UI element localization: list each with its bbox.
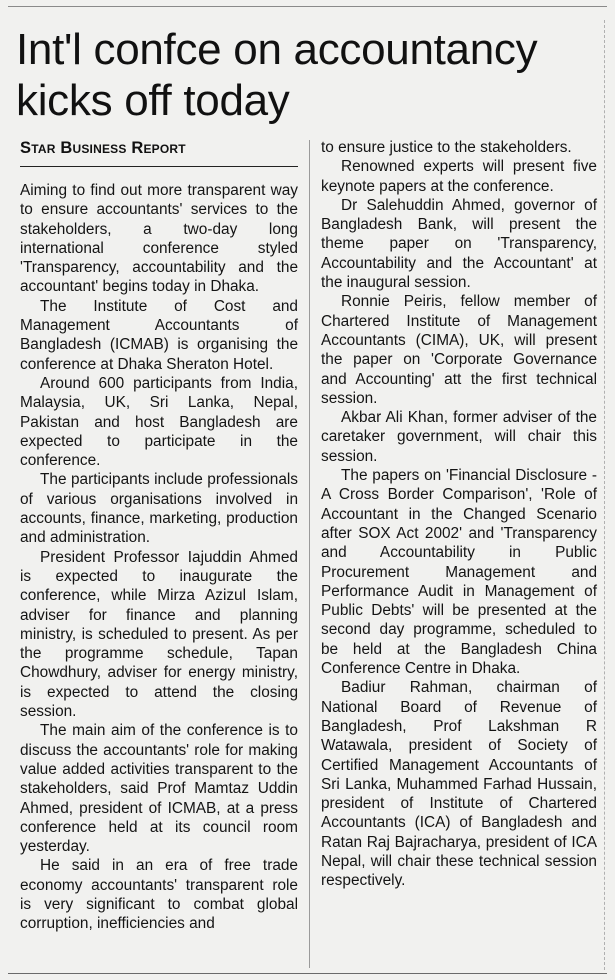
bottom-rule	[8, 973, 607, 974]
paragraph: Badiur Rahman, chairman of National Board of Revenue of Bangladesh, Prof Lakshman R Watawala, president of Society of Certified Management Accountants of Sri Lanka, Muhammed Farhad Hussain, president of Institute of Chartered Accountants (ICA) of Bangladesh and Ratan Raj Bajracharya, president of ICA Nepal, will chair these technical session respectively.	[321, 679, 597, 890]
paragraph: The main aim of the conference is to discuss the accountants' role for making value added activities transparent to the stakeholders, said Prof Mamtaz Uddin Ahmed, president of ICMAB, at a press conference held at its council room yesterday.	[20, 722, 298, 856]
paragraph: The papers on 'Financial Disclosure - A Cross Border Comparison', 'Role of Accountant in the Changed Scenario after SOX Act 2002' and 'Transparency and Accountability in Public Procurement Management and Performance Audit in Management of Public Debts' will be presented at the second day programme, scheduled to be held at the Bangladesh China Conference Centre in Dhaka.	[321, 467, 597, 678]
article-byline: Star Business Report	[20, 139, 186, 157]
paragraph: to ensure justice to the stakeholders.	[321, 139, 572, 156]
byline-rule	[20, 166, 298, 167]
paragraph: Dr Salehuddin Ahmed, governor of Bangladesh Bank, will present the theme paper on 'Transparency, Accountability and the Accountant' at the inaugural session.	[321, 196, 597, 292]
right-column	[321, 138, 597, 891]
column-divider	[309, 140, 310, 968]
paragraph: The participants include professionals of various organisations involved in accounts, finance, marketing, production and administration.	[20, 471, 298, 547]
paragraph: The Institute of Cost and Management Accountants of Bangladesh (ICMAB) is organising the conference at Dhaka Sheraton Hotel.	[20, 297, 298, 373]
paragraph: He said in an era of free trade economy accountants' transparent role is very significant to combat global corruption, inefficiencies and	[20, 857, 298, 933]
top-rule	[8, 6, 607, 7]
paragraph: Akbar Ali Khan, former adviser of the caretaker government, will chair this session.	[321, 409, 597, 465]
paragraph: Around 600 participants from India, Malaysia, UK, Sri Lanka, Nepal, Pakistan and host Bangladesh are expected to participate in the conference.	[20, 374, 298, 470]
left-column	[20, 181, 298, 934]
clipping-edge	[604, 20, 605, 970]
article-headline: Int'l confce on accountancy kicks off today	[16, 25, 538, 125]
paragraph: Ronnie Peiris, fellow member of Chartered Institute of Management Accountants (CIMA), UK, will present the paper on 'Corporate Governance and Accounting' att the first technical session.	[321, 293, 597, 407]
paragraph: President Professor Iajuddin Ahmed is expected to inaugurate the conference, while Mirza Azizul Islam, adviser for finance and planning ministry, is scheduled to present. As per the programme schedule, Tapan Chowdhury, adviser for energy ministry, is expected to attend the closing session.	[20, 548, 298, 721]
paragraph: Aiming to find out more transparent way to ensure accountants' services to the stakeholders, a two-day long international conference styled 'Transparency, accountability and the accountant' begins today in Dhaka.	[20, 182, 298, 296]
paragraph: Renowned experts will present five keynote papers at the conference.	[321, 158, 597, 195]
